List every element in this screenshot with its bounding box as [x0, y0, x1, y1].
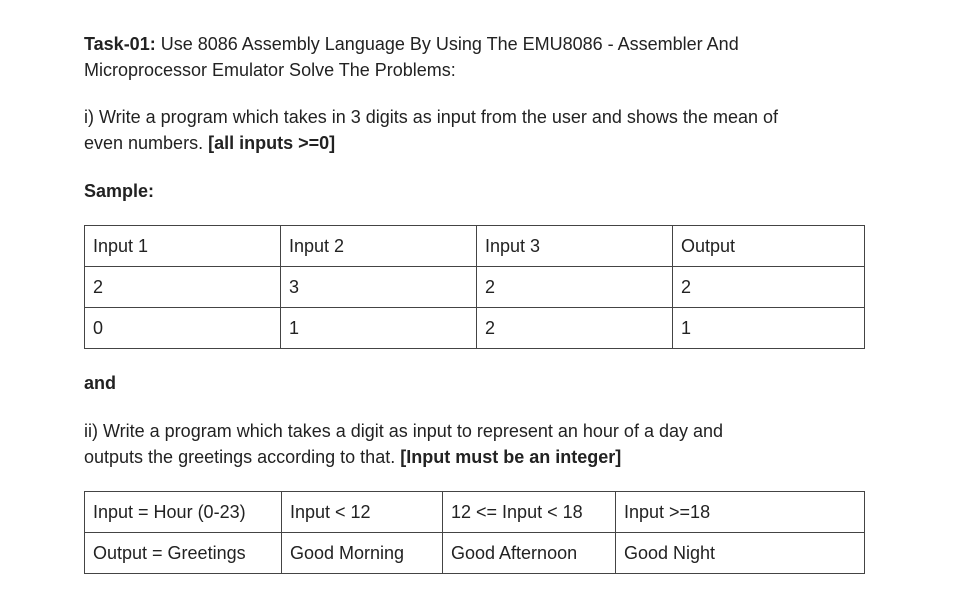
sample-label: Sample:: [84, 181, 155, 201]
part2-description: [84, 418, 723, 470]
sample-table: [84, 225, 865, 349]
task-text-line2: Microprocessor Emulator Solve The Problems:: [84, 60, 456, 80]
table-cell: Input < 12: [282, 492, 443, 533]
table-row: [85, 492, 865, 533]
header-cell: Input 1: [85, 226, 281, 267]
table-cell: 1: [673, 308, 865, 349]
table-cell: 0: [85, 308, 281, 349]
header-cell: Input 3: [477, 226, 673, 267]
table-cell: 2: [85, 267, 281, 308]
table-cell: Output = Greetings: [85, 533, 282, 574]
table-cell: Input >=18: [616, 492, 865, 533]
table-row: [85, 308, 865, 349]
table-cell: 12 <= Input < 18: [443, 492, 616, 533]
header-cell: Output: [673, 226, 865, 267]
table-cell: 2: [477, 267, 673, 308]
task-heading: [84, 31, 739, 83]
table-cell: Input = Hour (0-23): [85, 492, 282, 533]
table-cell: 1: [281, 308, 477, 349]
part2-line1: ii) Write a program which takes a digit as input to represent an hour of a day and: [84, 421, 724, 441]
part1-constraint: [all inputs >=0]: [208, 133, 336, 153]
part1-line2: even numbers.: [84, 133, 209, 153]
part2-constraint: [Input must be an integer]: [400, 447, 622, 467]
table-row: [85, 533, 865, 574]
table-cell: Good Afternoon: [443, 533, 616, 574]
task-label: Task-01:: [84, 34, 156, 54]
part2-line2: outputs the greetings according to that.: [84, 447, 401, 467]
and-label: and: [84, 373, 117, 393]
task-text-line1: Use 8086 Assembly Language By Using The EMU8086 - Assembler And: [155, 34, 739, 54]
table-row: [85, 226, 865, 267]
table-row: [85, 267, 865, 308]
table-cell: Good Night: [616, 533, 865, 574]
table-cell: 2: [673, 267, 865, 308]
table-cell: 2: [477, 308, 673, 349]
greetings-table: [84, 491, 865, 574]
header-cell: Input 2: [281, 226, 477, 267]
table-cell: Good Morning: [282, 533, 443, 574]
part1-description: [84, 104, 778, 156]
table-cell: 3: [281, 267, 477, 308]
part1-line1: i) Write a program which takes in 3 digits as input from the user and shows the mean of: [84, 107, 778, 127]
